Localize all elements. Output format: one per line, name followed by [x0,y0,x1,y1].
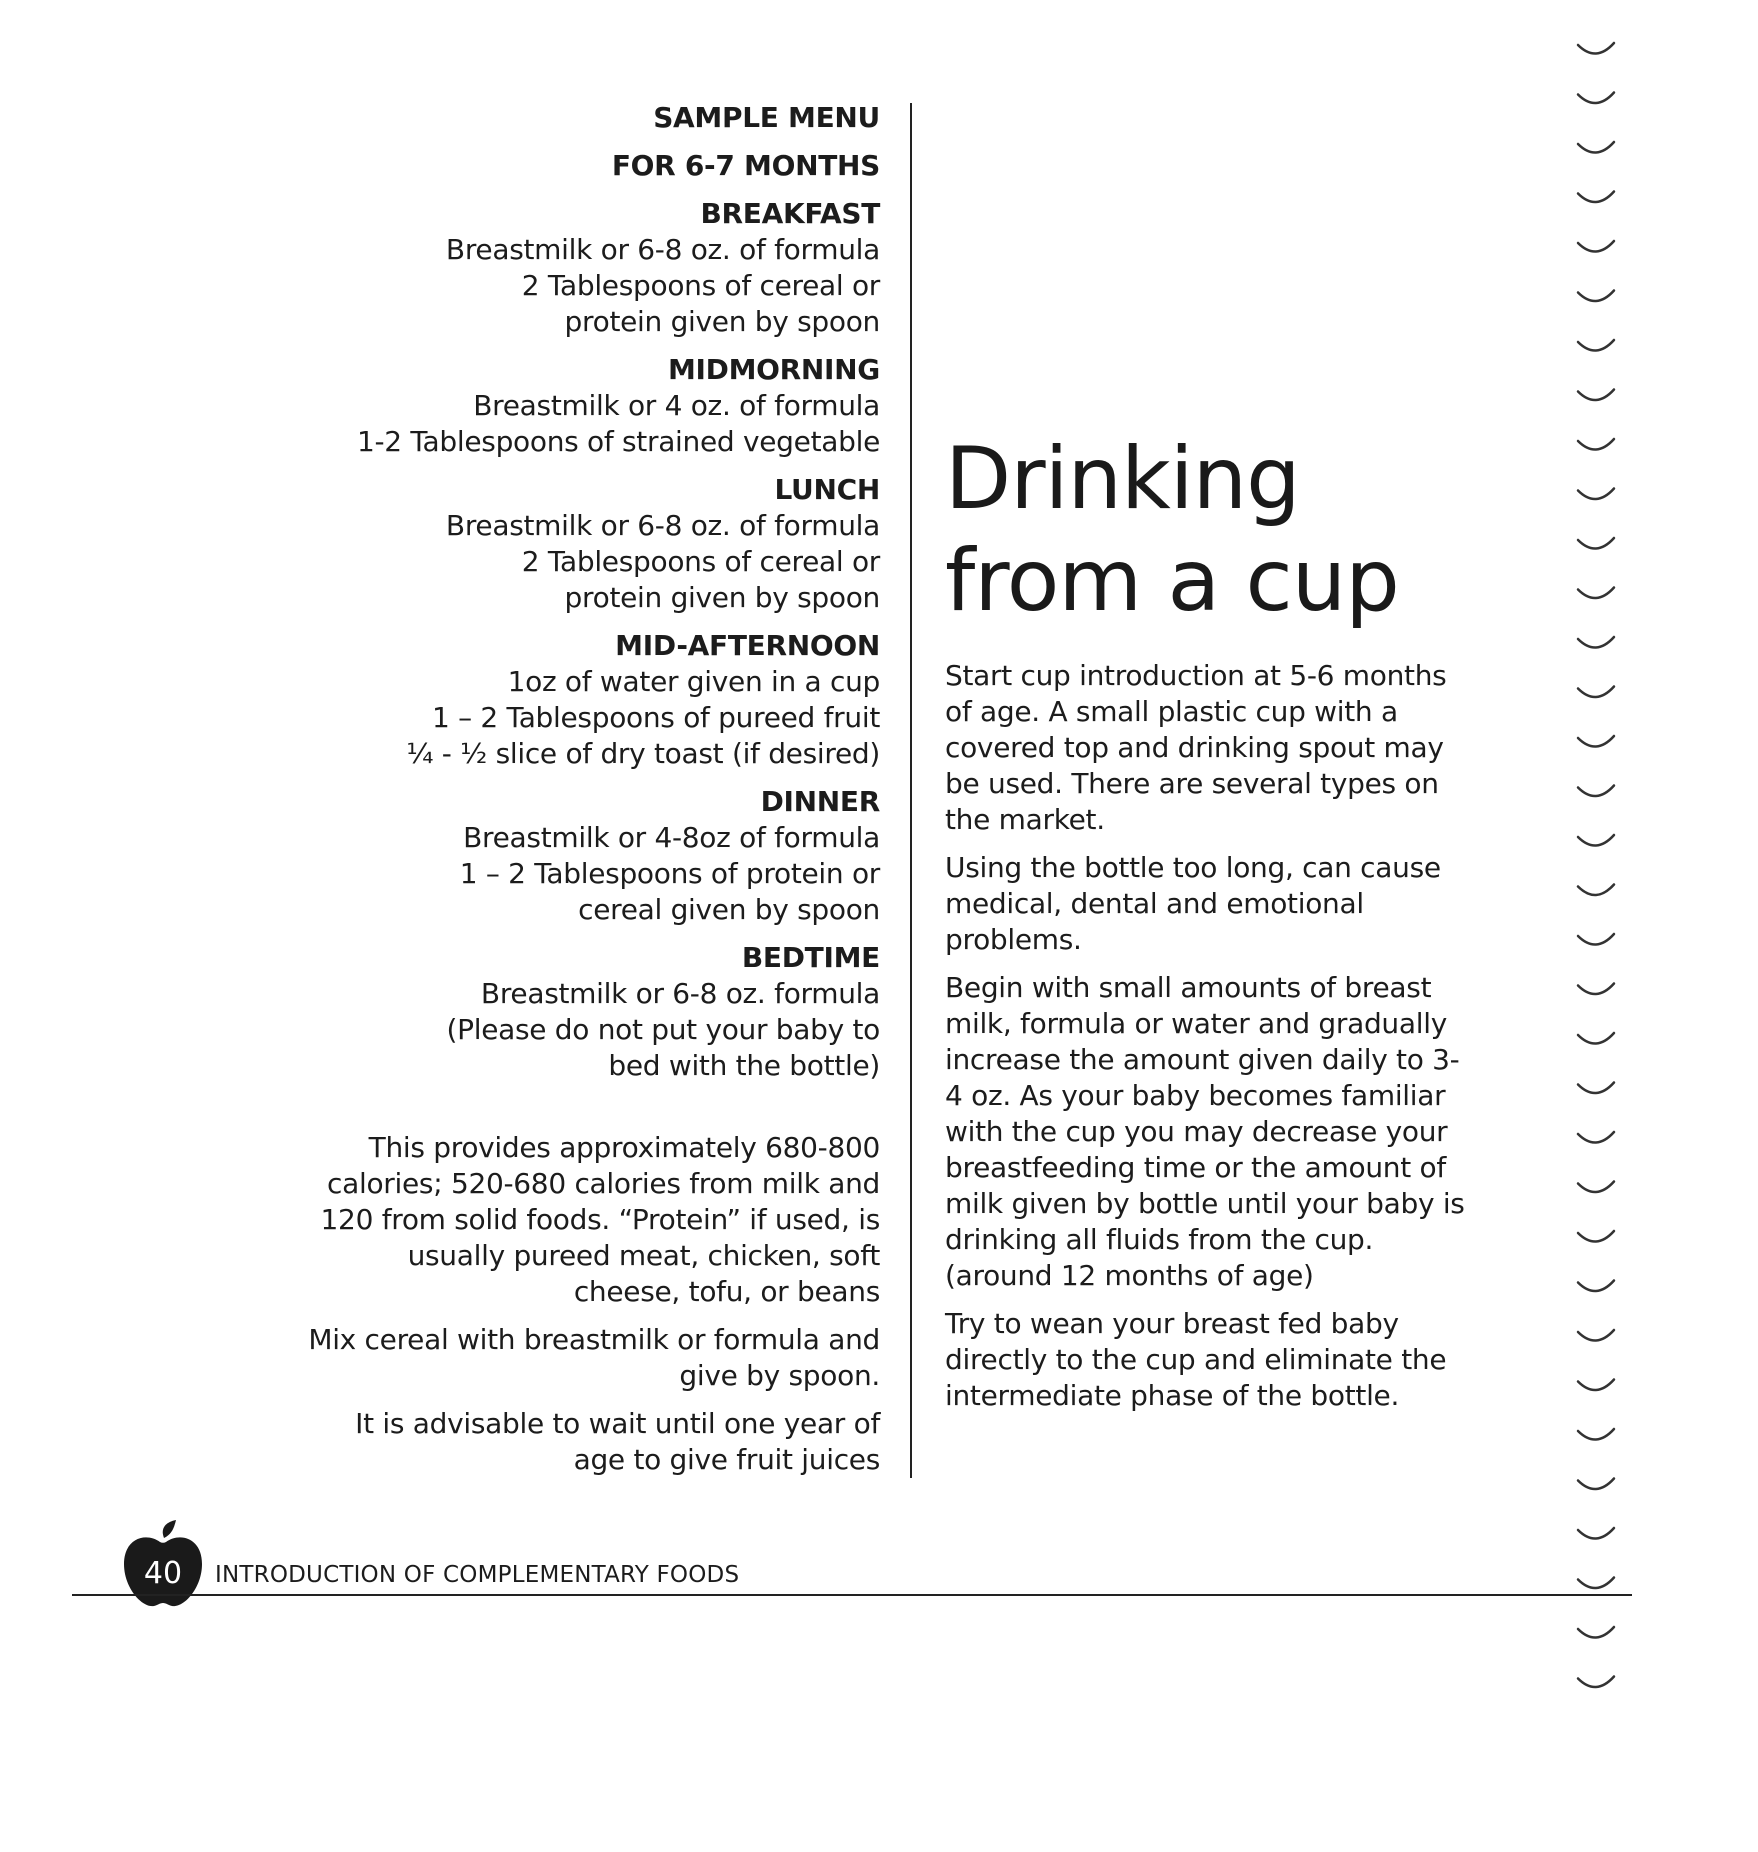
binding-ring [1578,1083,1614,1094]
binding-ring [1578,390,1614,401]
menu-line: 1oz of water given in a cup [507,665,880,698]
binding-ring [1578,934,1614,945]
sample-menu-column [300,100,880,1490]
binding-ring [1578,1132,1614,1143]
cup-paragraph: Try to wean your breast fed baby directly to the cup and eliminate the intermediate phase of the bottle. [945,1307,1447,1412]
binding-ring [1578,984,1614,995]
binding-ring [1578,538,1614,549]
binding-ring [1578,1380,1614,1391]
spiral-binding [1568,30,1638,1710]
binding-ring [1578,192,1614,203]
cup-paragraph: Using the bottle too long, can cause medical, dental and emotional problems. [945,851,1441,956]
menu-line: protein given by spoon [564,305,880,338]
binding-ring [1578,1677,1614,1688]
menu-line: Breastmilk or 6-8 oz. formula [480,977,880,1010]
dinner-heading: DINNER [760,785,880,818]
binding-ring [1578,1281,1614,1292]
binding-ring [1578,588,1614,599]
binding-ring [1578,93,1614,104]
binding-ring [1578,1627,1614,1638]
cup-title [945,428,1465,632]
midmorning-heading: MIDMORNING [667,353,880,386]
cup-title-line-2: from a cup [945,531,1399,631]
binding-ring [1578,1528,1614,1539]
binding-ring [1578,439,1614,450]
menu-line: 1 – 2 Tablespoons of pureed fruit [432,701,880,734]
binding-ring [1578,1330,1614,1341]
binding-ring [1578,1033,1614,1044]
menu-line: bed with the bottle) [608,1049,880,1082]
lunch-heading: LUNCH [774,473,880,506]
mid-afternoon-heading: MID-AFTERNOON [615,629,880,662]
binding-ring [1578,142,1614,153]
binding-ring [1578,736,1614,747]
cup-title-line-1: Drinking [945,429,1300,529]
menu-line: 1-2 Tablespoons of strained vegetable [356,425,880,458]
menu-line: Breastmilk or 6-8 oz. of formula [445,233,880,266]
menu-line: cereal given by spoon [578,893,880,926]
footer-section-title: INTRODUCTION OF COMPLEMENTARY FOODS [215,1562,740,1588]
footer-rule [72,1594,1632,1596]
breakfast-heading: BREAKFAST [700,197,880,230]
menu-line: 2 Tablespoons of cereal or [521,545,880,578]
binding-ring [1578,1578,1614,1589]
binding-ring [1578,687,1614,698]
binding-ring [1578,43,1614,54]
menu-notes [300,1130,880,1478]
binding-ring [1578,241,1614,252]
binding-ring [1578,489,1614,500]
menu-line: Breastmilk or 4 oz. of formula [473,389,880,422]
column-divider [910,103,912,1478]
binding-ring [1578,291,1614,302]
menu-line: 2 Tablespoons of cereal or [521,269,880,302]
binding-ring [1578,637,1614,648]
menu-line: ¼ - ½ slice of dry toast (if desired) [406,737,880,770]
page-number: 40 [143,1556,183,1591]
cup-paragraph: Start cup introduction at 5-6 months of age. A small plastic cup with a covered top and drinking spout may be used. There are several types on the market. [945,659,1447,836]
binding-ring [1578,885,1614,896]
binding-ring [1578,835,1614,846]
menu-line: 1 – 2 Tablespoons of protein or [459,857,880,890]
menu-line: (Please do not put your baby to [446,1013,880,1046]
menu-subtitle: FOR 6-7 MONTHS [611,149,880,182]
binding-ring [1578,1429,1614,1440]
juice-note: It is advisable to wait until one year of age to give fruit juices [355,1407,880,1476]
menu-line: protein given by spoon [564,581,880,614]
binding-ring [1578,340,1614,351]
binding-ring [1578,1479,1614,1490]
binding-ring [1578,1182,1614,1193]
cereal-note: Mix cereal with breastmilk or formula and give by spoon. [308,1323,880,1392]
cup-column [945,428,1465,1426]
bedtime-heading: BEDTIME [741,941,880,974]
binding-ring [1578,1231,1614,1242]
cup-paragraph: Begin with small amounts of breast milk, formula or water and gradually increase the amount given daily to 3-4 oz. As your baby becomes familiar with the cup you may decrease your breastfeeding time or the amount of milk given by bottle until your baby is drinking all fluids from the cup. (around 12 months of age) [945,971,1465,1292]
calories-note: This provides approximately 680-800 calories; 520-680 calories from milk and 120 from solid foods. “Protein” if used, is usually pureed meat, chicken, soft cheese, tofu, or beans [320,1131,880,1308]
menu-title: SAMPLE MENU [653,101,880,134]
menu-line: Breastmilk or 6-8 oz. of formula [445,509,880,542]
binding-ring [1578,786,1614,797]
apple-icon [120,1520,206,1610]
menu-line: Breastmilk or 4-8oz of formula [463,821,880,854]
